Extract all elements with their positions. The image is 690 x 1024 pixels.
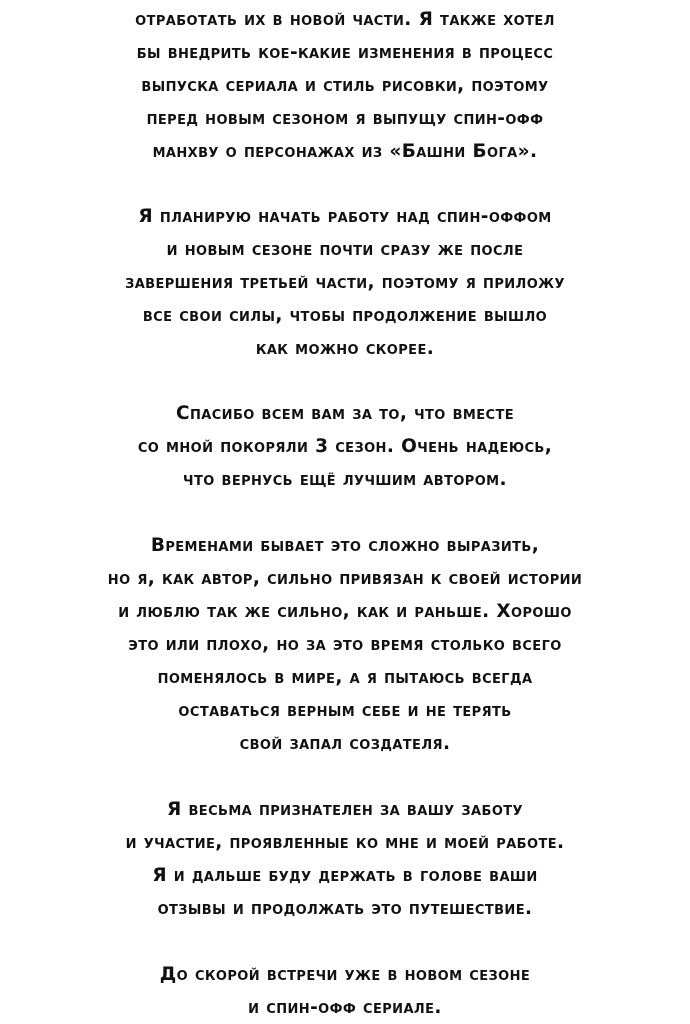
paragraph-farewell [0,958,690,1024]
text-line: свой запал создателя. [239,733,451,754]
text-line: но я, как автор, сильно привязан к своей истории [107,568,583,589]
paragraph-author-reflection [0,529,690,760]
text-line: это или плохо, но за это время столько всего [128,634,562,655]
text-line: перед новым сезоном я выпущу спин-офф [146,108,544,129]
text-line: что вернусь ещё лучшим автором. [183,469,507,490]
text-line: завершения третьей части, поэтому я приложу [125,272,565,293]
text-line: отработать их в новой части. Я также хотел [135,9,555,30]
text-line: со мной покоряли 3 сезон. Очень надеюсь, [137,436,553,457]
paragraph-new-part-plans [0,3,690,168]
text-line: поменялось в мире, а я пытаюсь всегда [157,667,533,688]
text-line: Временами бывает это сложно выразить, [150,535,540,556]
text-line: все свои силы, чтобы продолжение вышло [142,305,548,326]
paragraph-gratitude [0,793,690,925]
text-line: и новым сезоне почти сразу же после [166,239,524,260]
text-line: и спин-офф сериале. [248,997,442,1018]
text-line: бы внедрить кое-какие изменения в процесс [136,42,554,63]
text-line: Спасибо всем вам за то, что вместе [176,403,514,424]
text-line: и люблю так же сильно, как и раньше. Хорошо [118,601,572,622]
text-line: Я планирую начать работу над спин-оффом [138,206,552,227]
text-line: До скорой встречи уже в новом сезоне [159,964,531,985]
text-line: и участие, проявленные ко мне и моей работе. [125,832,565,853]
text-line: манхву о персонажах из «Башни Бога». [152,141,538,162]
paragraph-thanks [0,397,690,496]
text-line: как можно скорее. [255,338,435,359]
paragraph-spin-off-schedule [0,200,690,365]
text-line: отзывы и продолжать это путешествие. [157,898,533,919]
text-line: Я весьма признателен за вашу заботу [167,799,523,820]
text-line: оставаться верным себе и не терять [178,700,512,721]
text-line: выпуска сериала и стиль рисовки, поэтому [141,75,549,96]
text-line: Я и дальше буду держать в голове ваши [152,865,538,886]
